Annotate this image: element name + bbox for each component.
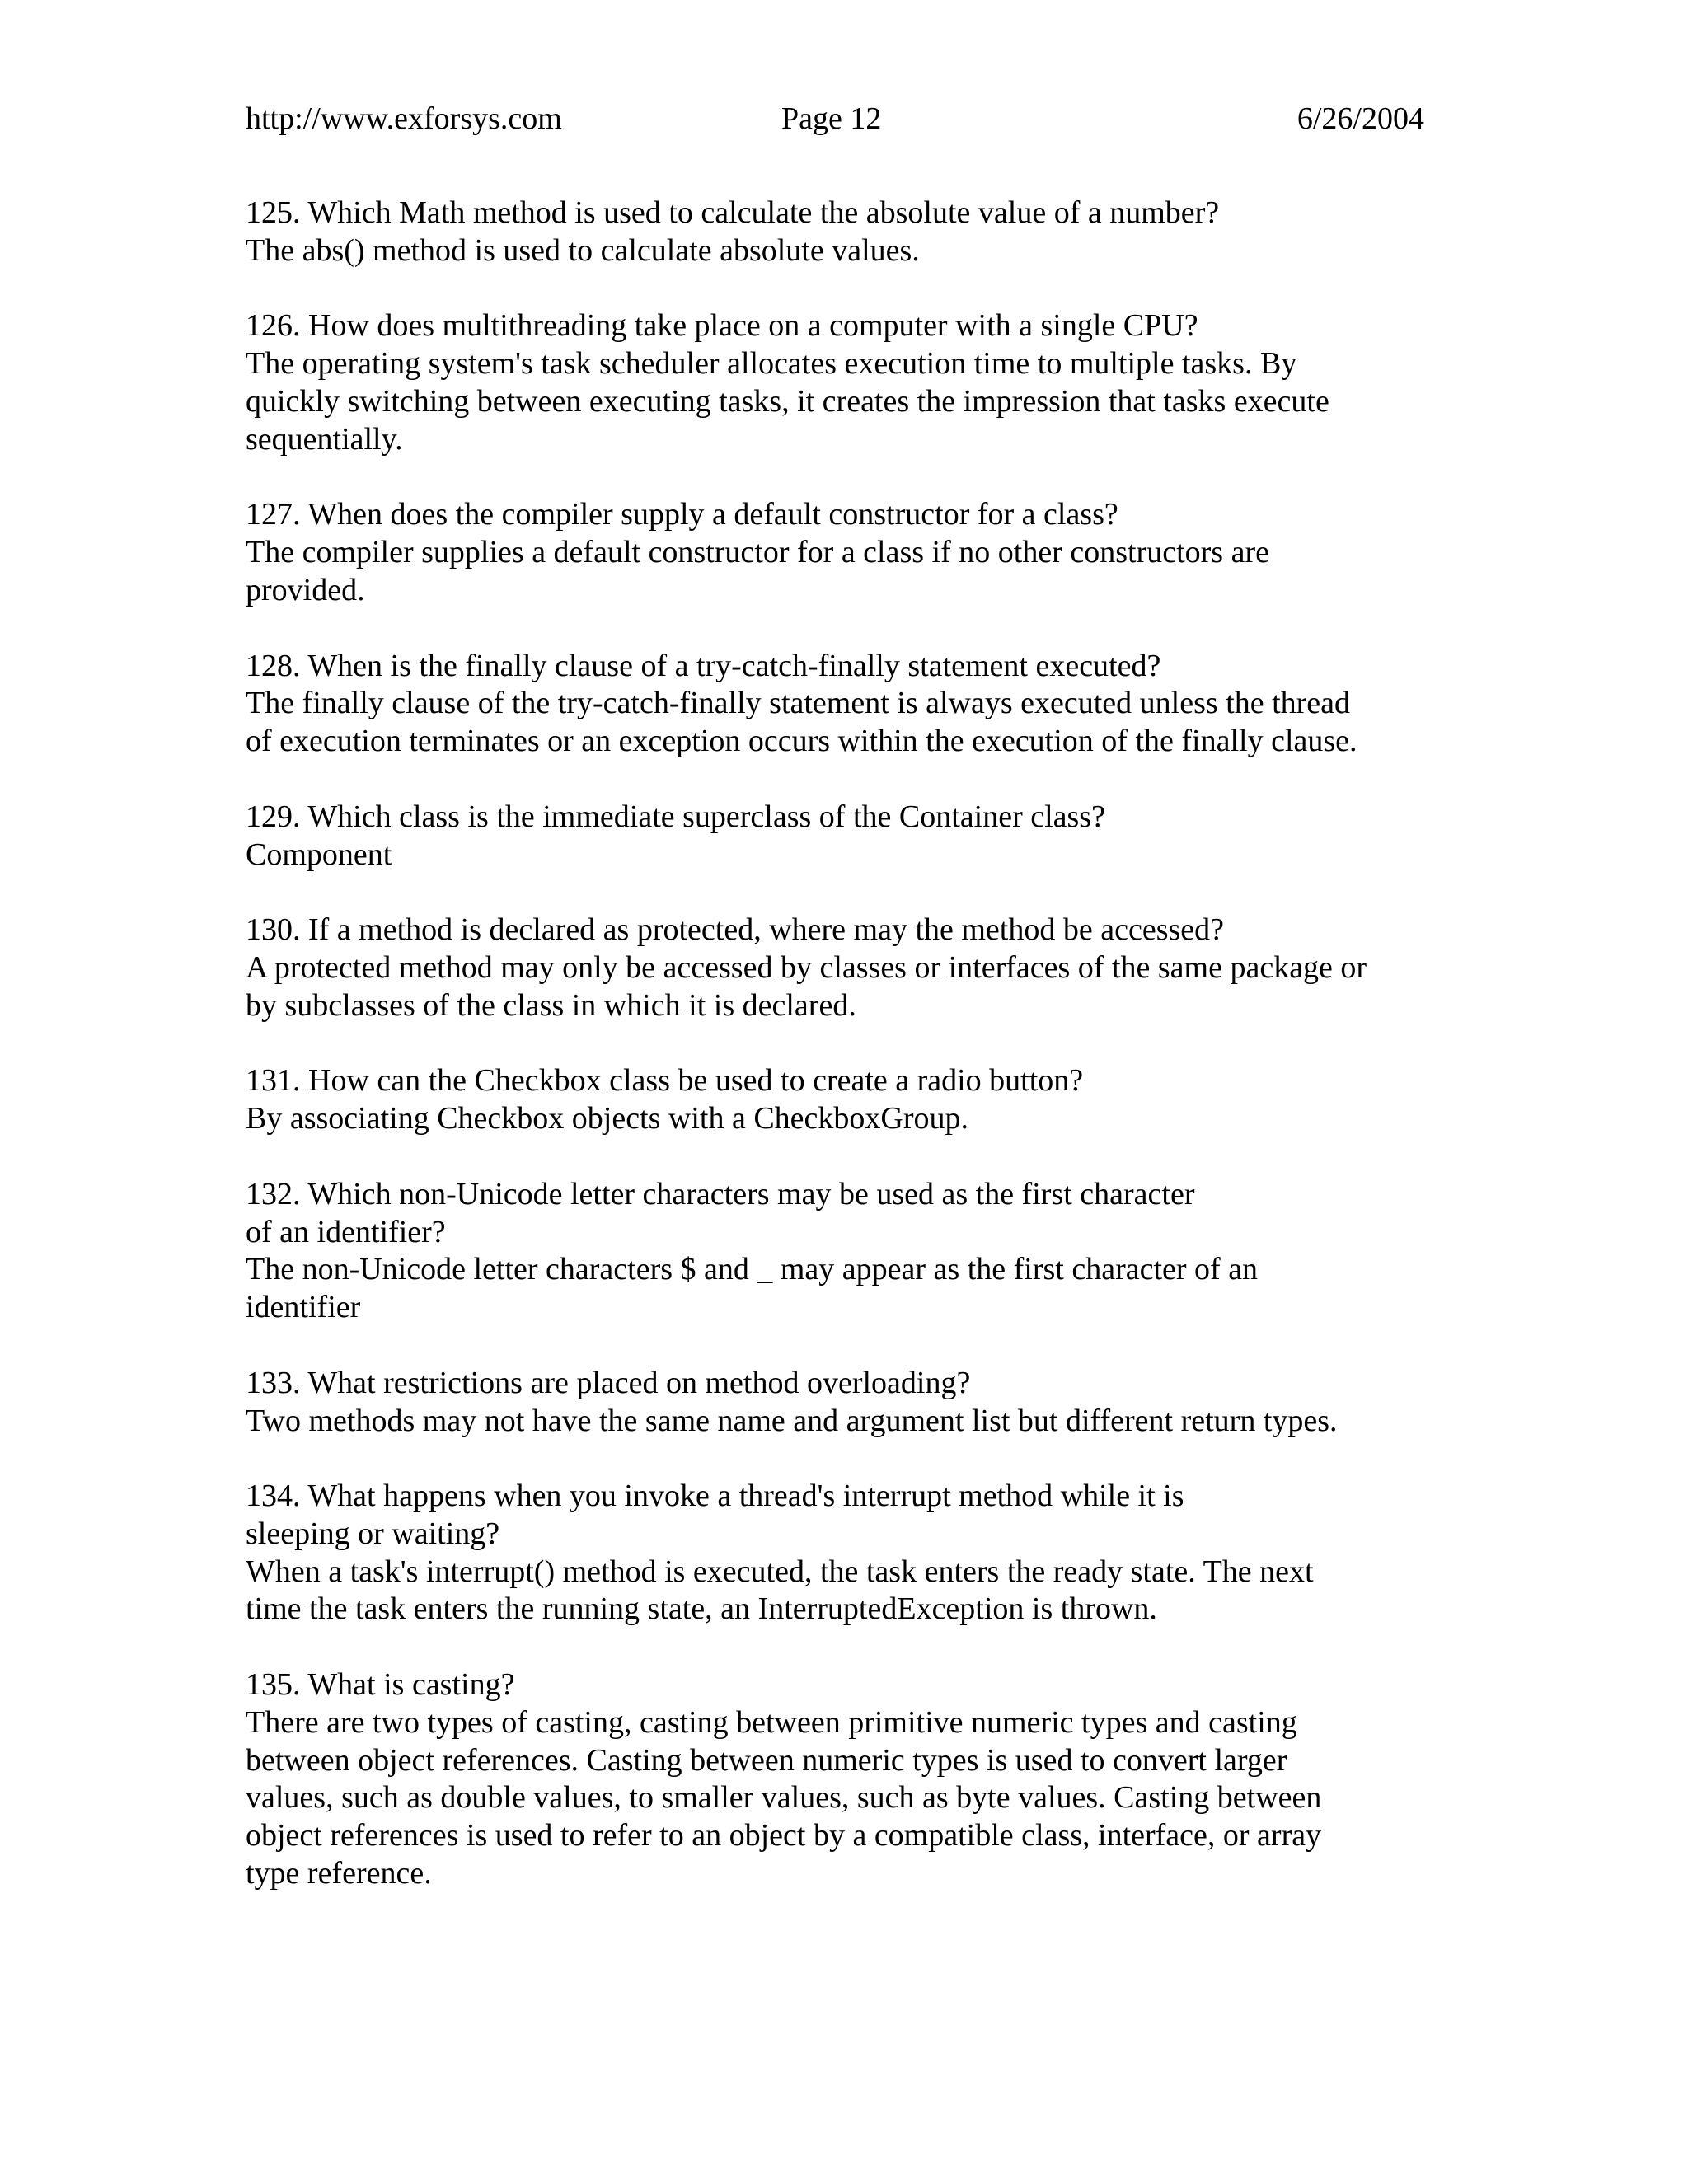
question-text: 126. How does multithreading take place on a computer with a single CPU? [246,308,1198,344]
answer-text: The operating system's task scheduler allocates execution time to multiple tasks. By quickly switching between executing tasks, it creates the impression that tasks execute sequentially. [246,346,1329,457]
qa-list [246,194,1432,1931]
page-header [246,96,1424,142]
header-date: 6/26/2004 [1296,101,1424,136]
answer-text: The finally clause of the try-catch-finally statement is always executed unless the thread of execution terminates or an exception occurs within the execution of the finally clause. [246,686,1357,759]
question-text: 130. If a method is declared as protected, where may the method be accessed? [246,912,1224,948]
qa-item [246,307,1432,458]
qa-item [246,1176,1432,1327]
qa-item [246,1062,1432,1138]
question-text: 128. When is the finally clause of a try-catch-finally statement executed? [246,648,1161,683]
question-text: 133. What restrictions are placed on method overloading? [246,1365,971,1400]
question-text: 131. How can the Checkbox class be used to create a radio button? [246,1063,1084,1099]
question-text: 127. When does the compiler supply a default constructor for a class? [246,497,1118,532]
answer-text: When a task's interrupt() method is executed, the task enters the ready state. The next time the task enters the running state, an InterruptedException is thrown. [246,1554,1314,1627]
qa-item [246,1478,1432,1629]
question-text: 132. Which non-Unicode letter characters may be used as the first character of an identifier? [246,1176,1195,1249]
question-text: 125. Which Math method is used to calculate the absolute value of a number? [246,195,1220,230]
qa-item [246,496,1432,609]
answer-text: By associating Checkbox objects with a CheckboxGroup. [246,1101,969,1137]
qa-item [246,1365,1432,1441]
question-text: 134. What happens when you invoke a thread's interrupt method while it is sleeping or waiting? [246,1479,1184,1551]
question-text: 129. Which class is the immediate superclass of the Container class? [246,799,1105,834]
qa-item [246,1666,1432,1893]
answer-text: Two methods may not have the same name and argument list but different return types. [246,1403,1338,1438]
header-page-number: Page 12 [781,101,882,136]
answer-text: There are two types of casting, casting between primitive numeric types and casting between object references. Casting between numeric types is used to convert larger values, such as double values, to smaller values, such as byte values. Casting between object references is used to refer to an object by a compatible class, interface, or array type reference. [246,1704,1322,1891]
qa-item [246,648,1432,761]
answer-text: The compiler supplies a default constructor for a class if no other constructors are provided. [246,535,1269,607]
answer-text: The non-Unicode letter characters $ and _ may appear as the first character of an identifier [246,1252,1259,1325]
answer-text: A protected method may only be accessed by classes or interfaces of the same package or by subclasses of the class in which it is declared. [246,949,1367,1023]
qa-item [246,194,1432,270]
answer-text: Component [246,837,392,872]
qa-item [246,912,1432,1024]
answer-text: The abs() method is used to calculate absolute values. [246,232,920,268]
header-url: http://www.exforsys.com [246,101,562,136]
qa-item [246,799,1432,874]
question-text: 135. What is casting? [246,1667,515,1703]
